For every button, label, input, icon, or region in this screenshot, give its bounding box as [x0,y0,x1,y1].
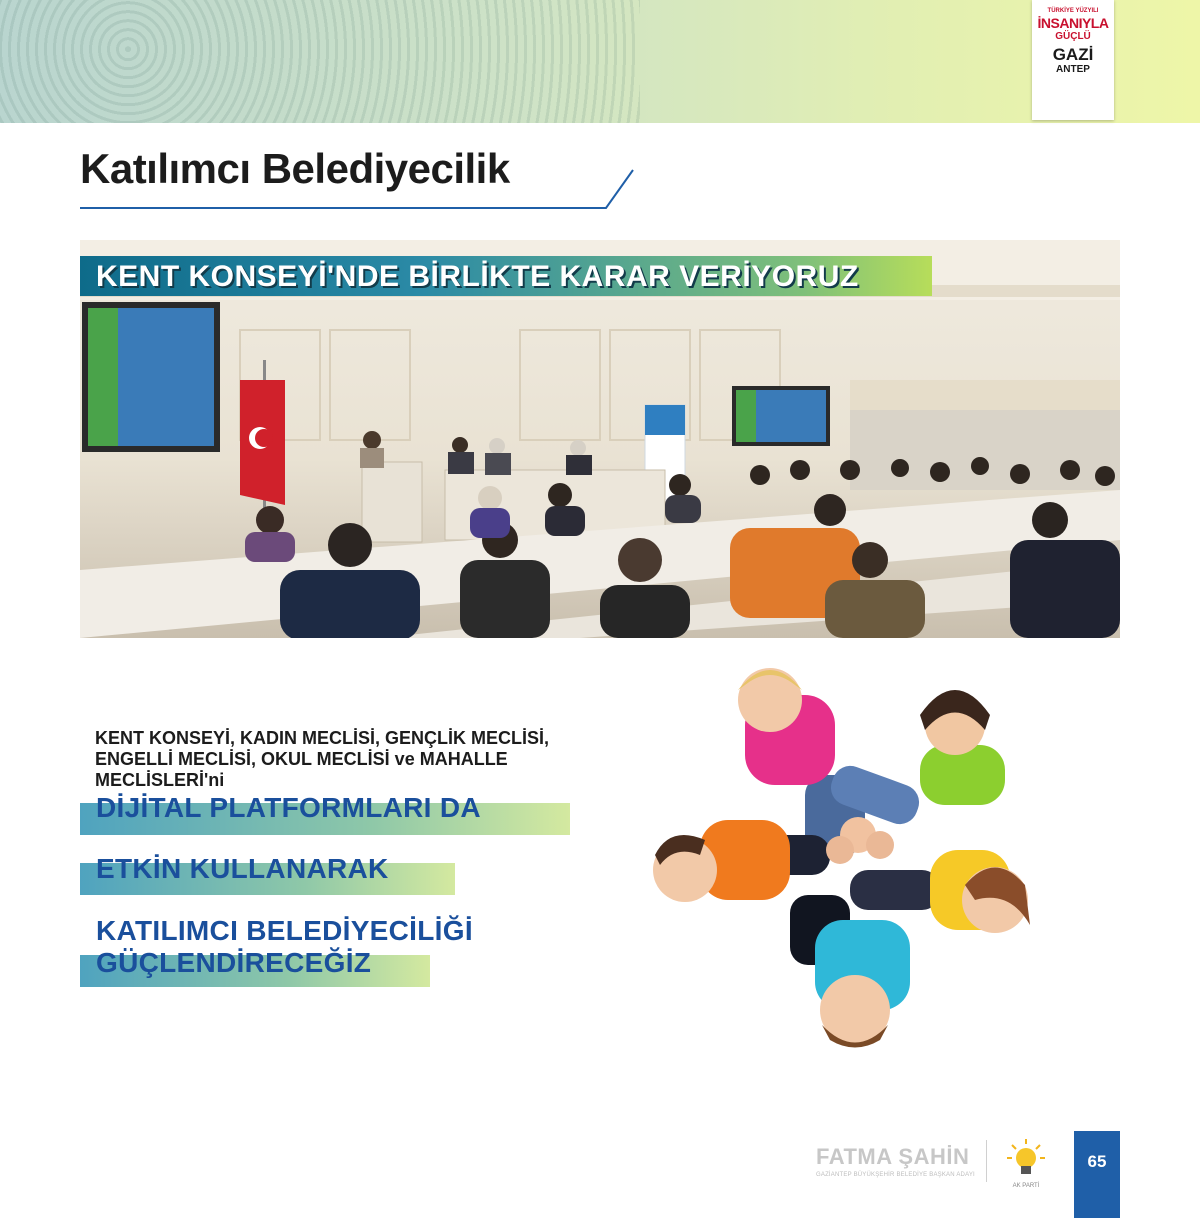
children-circle-illustration [630,655,1030,1075]
badge-line-2: GÜÇLÜ [1055,31,1091,42]
party-logo [1004,1138,1048,1188]
page-number-box [1074,1131,1120,1218]
page-number: 65 [1087,1152,1107,1171]
highlight-line-1: DİJİTAL PLATFORMLARI DA [96,792,481,823]
badge-line-4: ANTEP [1056,64,1090,75]
page-title: Katılımcı Belediyecilik [80,145,510,192]
footer-divider [986,1140,987,1182]
badge-small-text: TÜRKİYE YÜZYILI [1047,8,1099,14]
crowd-photo-texture [0,0,640,123]
badge-line-3: GAZİ [1052,45,1094,64]
highlight-line-2: ETKİN KULLANARAK [96,853,389,884]
footer-candidate-subtitle: GAZİANTEP BÜYÜKŞEHİR BELEDİYE BAŞKAN ADAYI [816,1172,975,1178]
council-meeting-photo [80,240,1120,638]
footer-candidate-name: FATMA ŞAHİN [816,1144,970,1169]
party-logo-label: AK PARTİ [1012,1183,1040,1189]
meeting-illustration [80,240,1120,638]
badge-line-1: İNSANIYLA [1037,15,1109,31]
highlight-line-4: GÜÇLENDİRECEĞİZ [96,947,372,978]
campaign-badge [1032,0,1114,120]
photo-banner-text: KENT KONSEYİ'NDE BİRLİKTE KARAR VERİYORUZ [96,260,859,293]
title-underline [80,168,640,212]
highlight-line-3: KATILIMCI BELEDİYECİLİĞİ [96,915,473,946]
lightbulb-icon [1006,1138,1046,1176]
intro-text: KENT KONSEYİ, KADIN MECLİSİ, GENÇLİK MECLİSİ, ENGELLİ MECLİSİ, OKUL MECLİSİ ve MAHALLE MECLİSLERİ'ni [95,728,550,790]
header-band [0,0,1200,123]
